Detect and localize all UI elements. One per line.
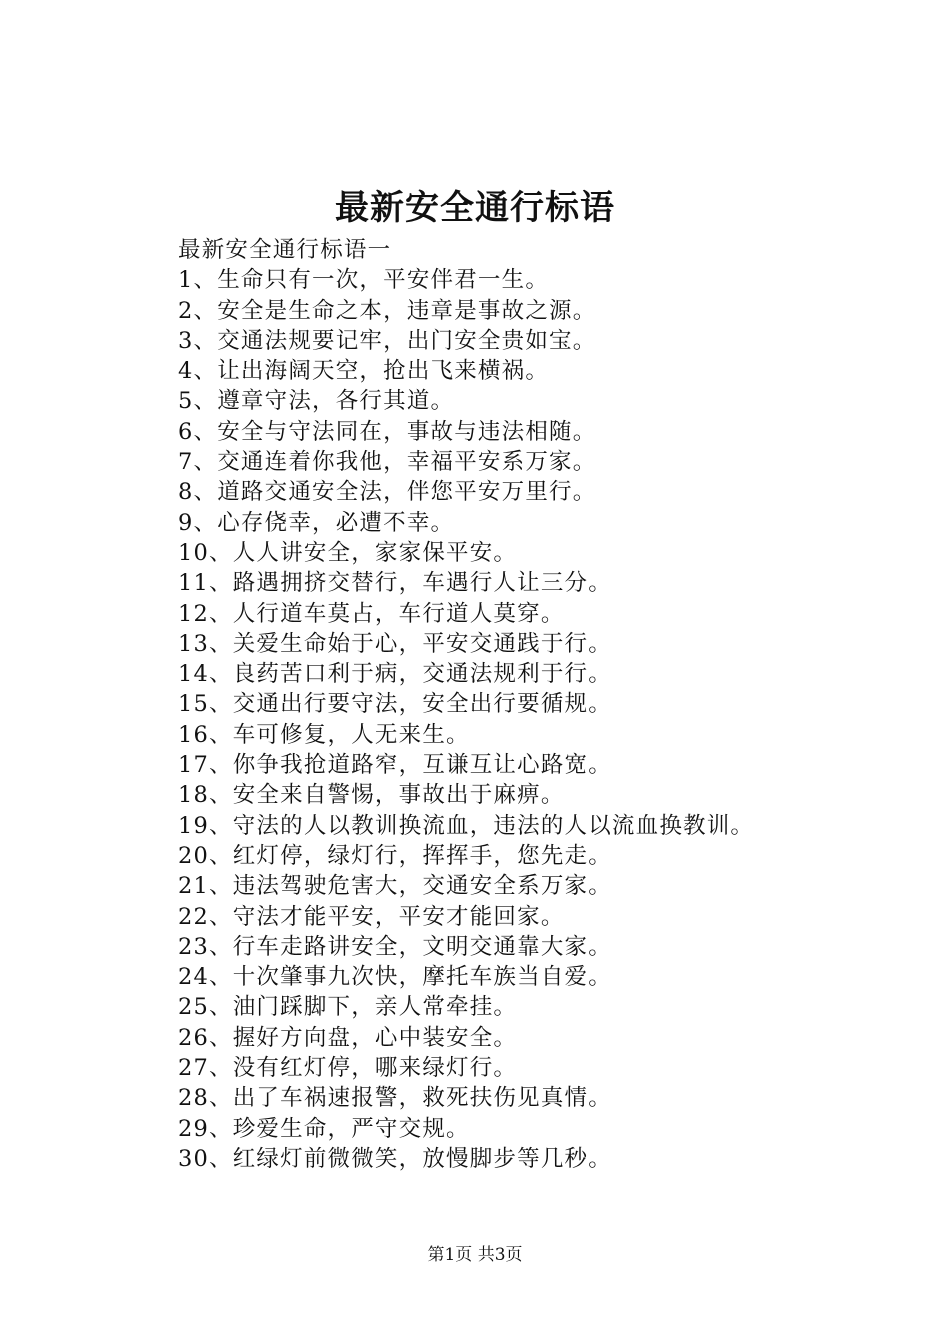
list-item: 27、没有红灯停，哪来绿灯行。: [178, 1055, 518, 1082]
list-item: 23、行车走路讲安全，文明交通靠大家。: [178, 933, 612, 960]
list-item: 30、红绿灯前微微笑，放慢脚步等几秒。: [178, 1145, 612, 1172]
list-item: 12、人行道车莫占，车行道人莫穿。: [178, 600, 565, 627]
list-item: 5、遵章守法，各行其道。: [178, 388, 455, 415]
list-item: 13、关爱生命始于心，平安交通践于行。: [178, 630, 612, 657]
list-item: 3、交通法规要记牢，出门安全贵如宝。: [178, 327, 597, 354]
list-item: 28、出了车祸速报警，救死扶伤见真情。: [178, 1085, 612, 1112]
page-number-footer: 第1页 共3页: [427, 1245, 523, 1265]
list-item: 9、心存侥幸，必遭不幸。: [178, 509, 455, 536]
list-item: 26、握好方向盘，心中装安全。: [178, 1024, 518, 1051]
list-item: 8、道路交通安全法，伴您平安万里行。: [178, 479, 597, 506]
list-item: 14、良药苦口利于病，交通法规利于行。: [178, 661, 612, 688]
list-item: 7、交通连着你我他，幸福平安系万家。: [178, 449, 597, 476]
list-item: 17、你争我抢道路窄，互谦互让心路宽。: [178, 752, 612, 779]
slogan-list: [178, 235, 938, 1174]
list-item: 20、红灯停，绿灯行，挥挥手，您先走。: [178, 842, 612, 869]
list-item: 6、安全与守法同在，事故与违法相随。: [178, 418, 597, 445]
list-item: 18、安全来自警惕，事故出于麻痹。: [178, 782, 565, 809]
list-item: 16、车可修复，人无来生。: [178, 721, 470, 748]
list-item: 24、十次肇事九次快，摩托车族当自爱。: [178, 964, 612, 991]
list-item: 4、让出海阔天空，抢出飞来横祸。: [178, 358, 550, 385]
list-item: 2、安全是生命之本，违章是事故之源。: [178, 297, 597, 324]
list-item: 29、珍爱生命，严守交规。: [178, 1115, 470, 1142]
list-item: 10、人人讲安全，家家保平安。: [178, 539, 518, 566]
page-title: 最新安全通行标语: [335, 188, 615, 228]
list-item: 19、守法的人以教训换流血，违法的人以流血换教训。: [178, 812, 755, 839]
section-heading: 最新安全通行标语一: [178, 237, 392, 263]
list-item: 1、生命只有一次，平安伴君一生。: [178, 267, 550, 294]
list-item: 22、守法才能平安，平安才能回家。: [178, 903, 565, 930]
list-item: 21、违法驾驶危害大，交通安全系万家。: [178, 873, 612, 900]
list-item: 11、路遇拥挤交替行，车遇行人让三分。: [178, 570, 612, 597]
list-item: 15、交通出行要守法，安全出行要循规。: [178, 691, 612, 718]
list-item: 25、油门踩脚下，亲人常牵挂。: [178, 994, 518, 1021]
